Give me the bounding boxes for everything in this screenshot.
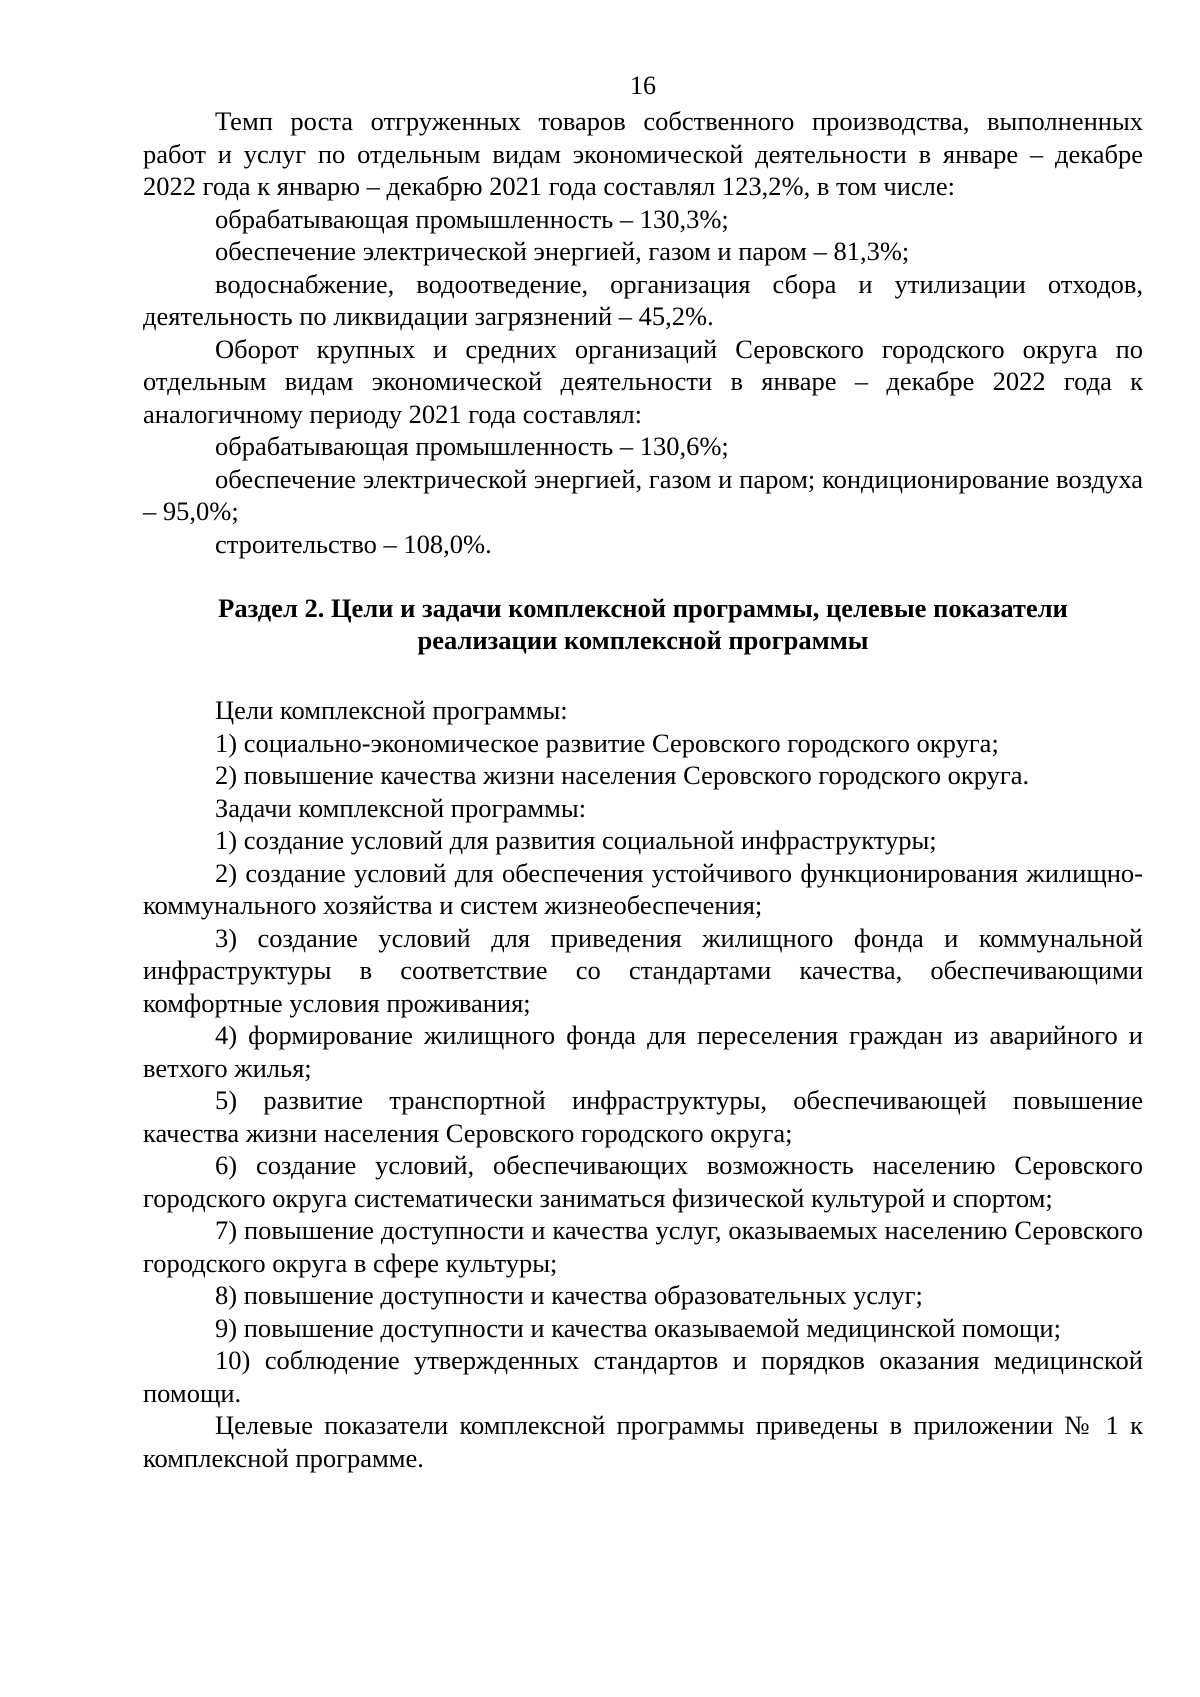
- list-item-task-7: 7) повышение доступности и качества услуг, оказываемых населению Серовского городского округа в сфере культуры;: [143, 1215, 1143, 1278]
- paragraph-manufacturing-growth: обрабатывающая промышленность – 130,3%;: [215, 203, 729, 234]
- list-item-task-4: 4) формирование жилищного фонда для переселения граждан из аварийного и ветхого жилья;: [143, 1020, 1143, 1083]
- section-heading: [143, 592, 1143, 656]
- spacer: [143, 656, 1143, 694]
- paragraph-energy-growth: обеспечение электрической энергией, газом и паром – 81,3%;: [215, 236, 910, 266]
- section-heading-line1: Раздел 2. Цели и задачи комплексной программы, целевые показатели: [218, 593, 1068, 623]
- paragraph-construction-turnover: строительство – 108,0%.: [215, 528, 492, 559]
- paragraph-growth-rate: Темп роста отгруженных товаров собственного производства, выполненных работ и услуг по отдельным видам экономической деятельности в январе – декабре 2022 года к январю – декабрю 2021 года составлял 123,2%, в том числе:: [143, 106, 1143, 201]
- section-heading-line2: реализации комплексной программы: [417, 625, 869, 655]
- page-number: 16: [630, 71, 656, 100]
- paragraph-water-supply-growth: водоснабжение, водоотведение, организация сбора и утилизации отходов, деятельность по ликвидации загрязнений – 45,2%.: [143, 268, 1143, 331]
- list-item-task-9: 9) повышение доступности и качества оказываемой медицинской помощи;: [215, 1312, 1061, 1343]
- list-item-task-2: 2) создание условий для обеспечения устойчивого функционирования жилищно-коммунального хозяйства и систем жизнеобеспечения;: [143, 857, 1143, 920]
- list-item-task-10: 10) соблюдение утвержденных стандартов и порядков оказания медицинской помощи.: [143, 1345, 1143, 1408]
- paragraph-energy-turnover: обеспечение электрической энергией, газом и паром; кондиционирование воздуха – 95,0%;: [143, 463, 1143, 526]
- paragraph-target-indicators: Целевые показатели комплексной программы приведены в приложении № 1 к комплексной программе.: [143, 1410, 1143, 1473]
- list-item-task-1: 1) создание условий для развития социальной инфраструктуры;: [215, 825, 937, 855]
- list-item-goal-1: 1) социально-экономическое развитие Серовского городского округа;: [215, 727, 999, 758]
- list-item-task-6: 6) создание условий, обеспечивающих возможность населению Серовского городского округа систематически заниматься физической культурой и спортом;: [143, 1150, 1143, 1213]
- list-item-task-3: 3) создание условий для приведения жилищного фонда и коммунальной инфраструктуры в соответствие со стандартами качества, обеспечивающими комфортные условия проживания;: [143, 922, 1143, 1018]
- list-item-task-8: 8) повышение доступности и качества образовательных услуг;: [215, 1280, 923, 1310]
- paragraph-tasks-title: Задачи комплексной программы:: [215, 792, 587, 823]
- paragraph-manufacturing-turnover: обрабатывающая промышленность – 130,6%;: [215, 431, 729, 461]
- paragraph-turnover: Оборот крупных и средних организаций Серовского городского округа по отдельным видам экономической деятельности в январе – декабре 2022 года к аналогичному периоду 2021 года составлял:: [143, 333, 1143, 429]
- page-content: [143, 70, 1143, 1474]
- paragraph-goals-title: Цели комплексной программы:: [215, 695, 568, 725]
- list-item-task-5: 5) развитие транспортной инфраструктуры, обеспечивающей повышение качества жизни населения Серовского городского округа;: [143, 1085, 1143, 1148]
- list-item-goal-2: 2) повышение качества жизни населения Серовского городского округа.: [215, 760, 1030, 790]
- spacer: [143, 560, 1143, 592]
